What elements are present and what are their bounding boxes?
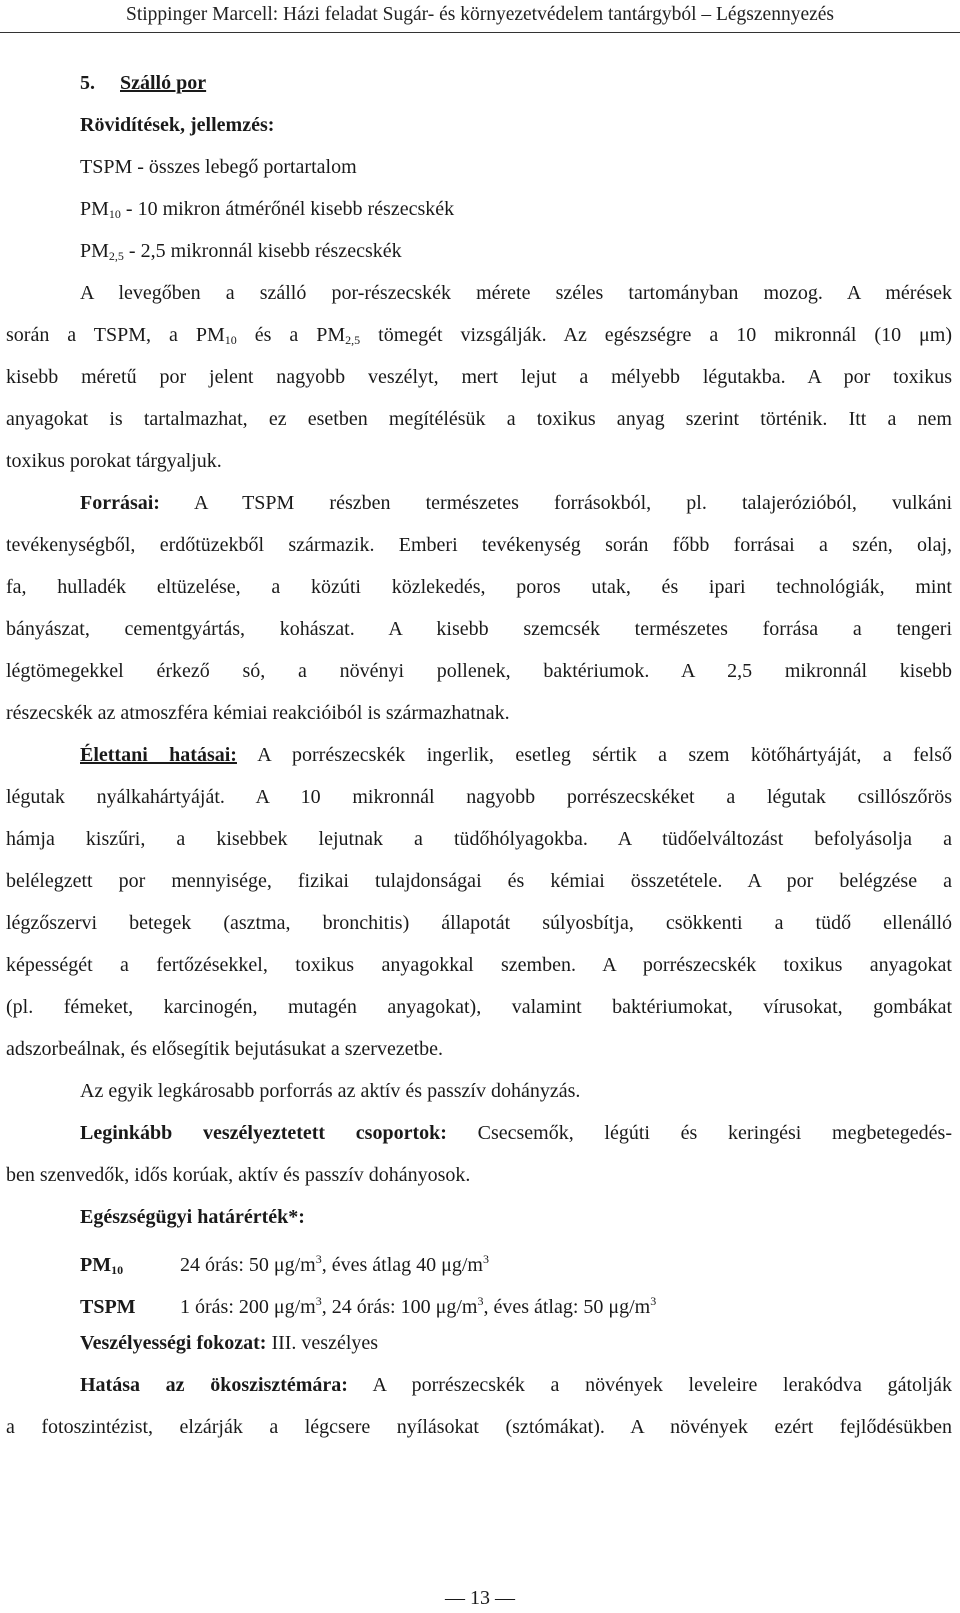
page-number-value: 13 — [470, 1587, 490, 1609]
sources-line-6: részecskék az atmoszféra kémiai reakcióiból is származhatnak. — [6, 702, 510, 724]
physio-line-3: hámja kiszűri, a kisebbek lejutnak a tüdőhólyagokba. A tüdőelváltozást befolyásolja a — [6, 828, 952, 850]
page-number — [0, 1586, 960, 1610]
physio-line-6: képességét a fertőzésekkel, toxikus anyagokkal szemben. A porrészecskék toxikus anyagokat — [6, 954, 952, 976]
sources-label: Forrásai: — [80, 492, 160, 514]
pm25-description: - 2,5 mikronnál kisebb részecskék — [123, 240, 402, 262]
sources-l1-text: A TSPM részben természetes forrásokból, pl. talajerózióból, vulkáni — [159, 492, 952, 514]
risk-label: Leginkább veszélyeztetett csoportok: — [80, 1122, 447, 1144]
intro-line-3: kisebb méretű por jelent nagyobb veszélyt, mert lejut a mélyebb légutakba. A por toxikus — [6, 366, 952, 388]
risk-line-2: ben szenvedők, idős korúak, aktív és passzív dohányosok. — [6, 1164, 471, 1186]
pm10-base: PM — [80, 198, 109, 220]
limit-tspm-sup1: 3 — [315, 1294, 322, 1308]
limit-pm10-sup1: 3 — [315, 1252, 322, 1266]
section-heading — [6, 62, 952, 104]
limit-pm10-sup2: 3 — [482, 1252, 489, 1266]
physio-line-5: légzőszervi betegek (asztma, bronchitis) állapotát súlyosbítja, csökkenti a tüdő ellenálló — [6, 912, 952, 934]
intro-line-5: toxikus porokat tárgyaljuk. — [6, 450, 222, 472]
intro-paragraph — [6, 272, 952, 482]
smoking-line: Az egyik legkárosabb porforrás az aktív és passzív dohányzás. — [80, 1080, 581, 1102]
intro-line-2 — [6, 314, 952, 356]
section-number: 5. — [80, 72, 95, 94]
hazard-label: Veszélyességi fokozat: — [80, 1332, 267, 1354]
limit-tspm-a: 1 órás: 200 μg/m — [180, 1296, 316, 1318]
risk-paragraph — [6, 1112, 952, 1196]
physio-paragraph — [6, 734, 952, 1070]
intro-l2-b: és a PM — [236, 324, 346, 346]
sources-line-1 — [6, 482, 952, 524]
pm10-description: - 10 mikron átmérőnél kisebb részecskék — [120, 198, 455, 220]
sources-line-3: fa, hulladék eltüzelése, a közúti közlekedés, poros utak, és ipari technológiák, mint — [6, 576, 952, 598]
physio-line-1 — [6, 734, 952, 776]
eco-l1-text: A porrészecskék a növények leveleire lerakódva gátolják — [347, 1374, 952, 1396]
risk-l1-text: Csecsemők, légúti és keringési megbetegedés- — [446, 1122, 952, 1144]
abbrev-pm25 — [6, 230, 952, 272]
page-number-dash-right: — — [495, 1587, 515, 1609]
abbrev-heading: Rövidítések, jellemzés: — [80, 114, 275, 136]
limit-tspm-sup3: 3 — [650, 1294, 657, 1308]
physio-line-8: adszorbeálnak, és elősegítik bejutásukat a szervezetbe. — [6, 1038, 444, 1060]
intro-line-1: A levegőben a szálló por-részecskék mérete széles tartományban mozog. A mérések — [80, 282, 952, 304]
limit-tspm-c: , éves átlag: 50 μg/m — [483, 1296, 651, 1318]
risk-line-1 — [6, 1112, 952, 1154]
limit-tspm-sup2: 3 — [477, 1294, 484, 1308]
abbrev-pm10 — [6, 188, 952, 230]
sources-paragraph — [6, 482, 952, 734]
intro-l2-c: tömegét vizsgálják. Az egészségre a 10 mikronnál (10 μm) — [360, 324, 952, 346]
limit-tspm-b: , 24 órás: 100 μg/m — [321, 1296, 478, 1318]
pm25-base: PM — [80, 240, 109, 262]
limit-pm10-a: 24 órás: 50 μg/m — [180, 1254, 316, 1276]
physio-line-2: légutak nyálkahártyáját. A 10 mikronnál nagyobb porrészecskéket a légutak csillószőrös — [6, 786, 952, 808]
intro-l2-sub2: 2,5 — [345, 333, 361, 347]
header-rule — [0, 32, 960, 33]
abbrev-tspm: TSPM - összes lebegő portartalom — [80, 156, 357, 178]
eco-line-2: a fotoszintézist, elzárják a légcsere nyílásokat (sztómákat). A növények ezért fejlődésükben — [6, 1416, 952, 1438]
limit-pm10-b: , éves átlag 40 μg/m — [321, 1254, 483, 1276]
page-content — [6, 62, 952, 1448]
pm10-subscript: 10 — [108, 207, 121, 221]
physio-l1-text: A porrészecskék ingerlik, esetleg sértik a szem kötőhártyáját, a felső — [236, 744, 952, 766]
limits-heading: Egészségügyi határérték*: — [80, 1206, 305, 1228]
running-header: Stippinger Marcell: Házi feladat Sugár- és környezetvédelem tantárgyból – Légszennyezés — [125, 4, 835, 25]
page-number-dash-left: — — [445, 1587, 465, 1609]
limit-pm10-sub: 10 — [111, 1263, 124, 1277]
eco-label: Hatása az ökoszisztémára: — [80, 1374, 348, 1396]
eco-line-1 — [6, 1364, 952, 1406]
limit-pm10-base: PM — [80, 1254, 112, 1276]
pm25-subscript: 2,5 — [108, 249, 124, 263]
sources-line-2: tevékenységből, erdőtüzekből származik. Emberi tevékenység során főbb forrásai a szén, olaj, — [6, 534, 952, 556]
sources-line-5: légtömegekkel érkező só, a növényi pollenek, baktériumok. A 2,5 mikronnál kisebb — [6, 660, 952, 682]
limit-tspm-label: TSPM — [80, 1296, 136, 1318]
hazard-value: III. veszélyes — [266, 1332, 379, 1354]
physio-line-4: belélegzett por mennyisége, fizikai tulajdonságai és kémiai összetétele. A por belégzése a — [6, 870, 952, 892]
intro-l2-a: során a TSPM, a PM — [6, 324, 225, 346]
intro-line-4: anyagokat is tartalmazhat, ez esetben megítélésük a toxikus anyag szerint történik. Itt a nem — [6, 408, 952, 430]
limit-pm10 — [6, 1238, 952, 1280]
intro-l2-sub1: 10 — [224, 333, 237, 347]
limit-tspm — [6, 1280, 952, 1322]
sources-line-4: bányászat, cementgyártás, kohászat. A kisebb szemcsék természetes forrása a tengeri — [6, 618, 952, 640]
physio-line-7: (pl. fémeket, karcinogén, mutagén anyagokat), valamint baktériumokat, vírusokat, gombákat — [6, 996, 952, 1018]
eco-paragraph — [6, 1364, 952, 1448]
hazard-line — [6, 1322, 952, 1364]
section-title: Szálló por — [120, 72, 207, 94]
physio-label: Élettani hatásai: — [80, 744, 237, 766]
